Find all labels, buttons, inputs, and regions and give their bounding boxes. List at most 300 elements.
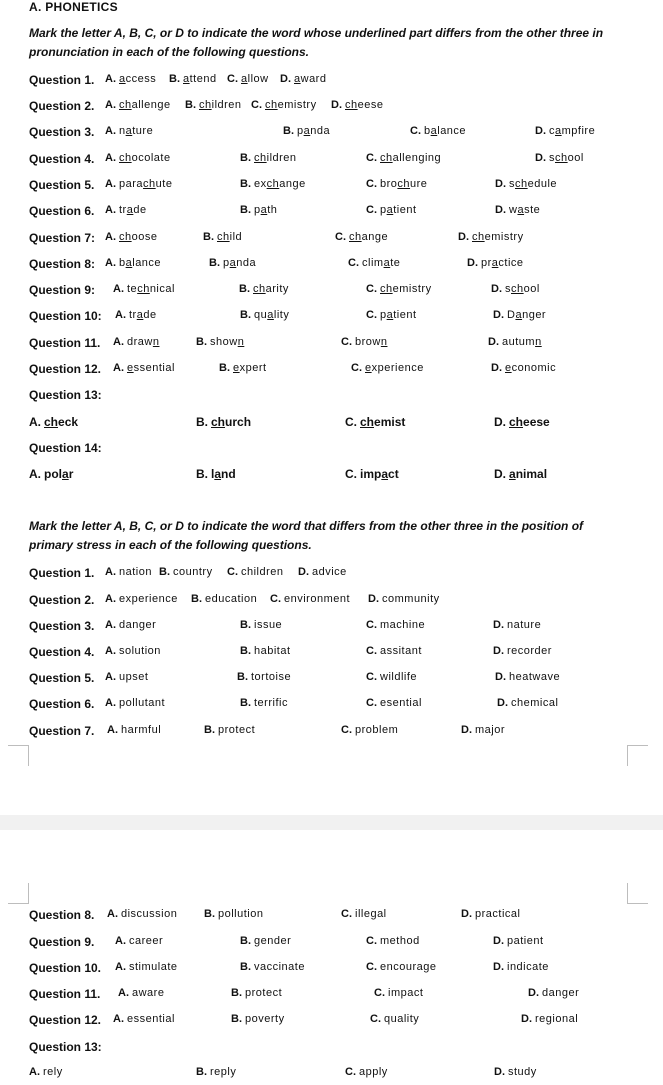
- option-letter: A.: [105, 73, 116, 85]
- option-word-start: tr: [129, 309, 137, 321]
- option-letter: B.: [169, 73, 180, 85]
- answer-option: [204, 908, 263, 920]
- option-letter: A.: [113, 283, 124, 295]
- option-word: harmful: [121, 724, 162, 736]
- answer-option: [366, 935, 420, 947]
- underlined-part: a: [62, 467, 69, 481]
- option-letter: D.: [493, 309, 504, 321]
- option-word: reply: [210, 1066, 237, 1078]
- answer-option: [366, 961, 437, 973]
- option-word: apply: [359, 1066, 388, 1078]
- answer-option: [251, 99, 317, 111]
- option-word-end: ange: [361, 231, 389, 243]
- answer-option: [105, 566, 152, 578]
- option-word-end: conomic: [511, 362, 557, 374]
- answer-option: [497, 697, 558, 709]
- underlined-part: a: [267, 309, 274, 321]
- underlined-part: a: [491, 257, 499, 269]
- answer-option: [105, 204, 147, 216]
- option-word-end: urch: [225, 415, 252, 429]
- answer-option: [366, 309, 417, 321]
- option-word: advice: [312, 566, 347, 578]
- option-letter: B.: [240, 697, 251, 709]
- option-letter: A.: [105, 204, 116, 216]
- answer-option: [345, 415, 405, 429]
- option-word-start: p: [254, 204, 261, 216]
- underlined-part: a: [241, 73, 248, 85]
- option-word-start: p: [297, 125, 304, 137]
- option-word: recorder: [507, 645, 552, 657]
- answer-option: [366, 178, 427, 190]
- option-word-start: p: [380, 309, 387, 321]
- option-word-end: nda: [310, 125, 331, 137]
- option-word-end: ool: [567, 152, 584, 164]
- option-letter: B.: [203, 231, 214, 243]
- option-word: machine: [380, 619, 426, 631]
- question-label: Question 6.: [29, 697, 95, 711]
- option-letter: B.: [196, 1066, 207, 1078]
- answer-option: [196, 415, 251, 429]
- underlined-part: e: [505, 362, 512, 374]
- option-word-end: lance: [437, 125, 467, 137]
- answer-option: [105, 125, 153, 137]
- option-letter: D.: [298, 566, 309, 578]
- answer-option: [493, 619, 541, 631]
- option-word-end: mpfire: [561, 125, 596, 137]
- underlined-part: ch: [555, 152, 568, 164]
- answer-option: [366, 283, 432, 295]
- answer-option: [348, 257, 400, 269]
- option-letter: C.: [366, 645, 377, 657]
- underlined-part: a: [136, 309, 144, 321]
- option-letter: D.: [495, 204, 506, 216]
- option-letter: C.: [366, 935, 377, 947]
- option-letter: C.: [366, 619, 377, 631]
- option-letter: A.: [29, 415, 41, 429]
- option-word-start: n: [119, 125, 126, 137]
- question-label: Question 5.: [29, 671, 95, 685]
- option-word: terrific: [254, 697, 288, 709]
- question-label: Question 2.: [29, 593, 95, 607]
- option-word: education: [205, 593, 258, 605]
- option-letter: A.: [105, 125, 116, 137]
- answer-option: [488, 336, 542, 348]
- underlined-part: e: [233, 362, 240, 374]
- answer-option: [169, 73, 217, 85]
- option-word-end: te: [390, 257, 401, 269]
- underlined-part: ch: [345, 99, 358, 111]
- option-word-start: b: [119, 257, 126, 269]
- question-label: Question 12.: [29, 1013, 102, 1027]
- question-label: Question 11.: [29, 336, 101, 350]
- answer-option: [345, 1066, 388, 1078]
- option-word-end: ste: [524, 204, 541, 216]
- option-word-end: llow: [247, 73, 269, 85]
- question-label: Question 7:: [29, 231, 96, 245]
- answer-option: [366, 152, 441, 164]
- answer-option: [528, 987, 579, 999]
- option-letter: A.: [105, 99, 116, 111]
- option-word: study: [508, 1066, 537, 1078]
- underlined-part: ch: [397, 178, 411, 190]
- answer-option: [341, 336, 387, 348]
- option-word: environment: [284, 593, 351, 605]
- option-word-end: ute: [155, 178, 173, 190]
- option-word-end: tient: [393, 204, 417, 216]
- answer-option: [370, 1013, 419, 1025]
- underlined-part: a: [214, 467, 222, 481]
- option-letter: A.: [107, 908, 118, 920]
- answer-option: [203, 231, 242, 243]
- option-letter: B.: [196, 415, 208, 429]
- option-word-end: xpert: [239, 362, 267, 374]
- question-label: Question 8:: [29, 257, 96, 271]
- underlined-part: n: [152, 336, 160, 348]
- option-letter: C.: [366, 961, 377, 973]
- option-letter: C.: [366, 671, 377, 683]
- option-word: habitat: [254, 645, 291, 657]
- option-word-end: ward: [300, 73, 327, 85]
- option-word-start: w: [509, 204, 518, 216]
- option-word: danger: [119, 619, 157, 631]
- option-letter: D.: [461, 908, 472, 920]
- option-word-end: ocolate: [131, 152, 171, 164]
- option-letter: D.: [493, 961, 504, 973]
- option-word: gender: [254, 935, 292, 947]
- option-letter: D.: [368, 593, 379, 605]
- answer-option: [196, 467, 236, 481]
- option-letter: C.: [351, 362, 362, 374]
- underlined-part: ch: [265, 99, 278, 111]
- answer-option: [115, 935, 163, 947]
- option-word: stimulate: [129, 961, 178, 973]
- option-letter: D.: [491, 362, 502, 374]
- underlined-part: a: [515, 309, 523, 321]
- option-letter: A.: [115, 935, 126, 947]
- answer-option: [298, 566, 347, 578]
- answer-option: [341, 724, 398, 736]
- option-letter: D.: [494, 415, 506, 429]
- option-letter: C.: [335, 231, 346, 243]
- option-letter: D.: [493, 935, 504, 947]
- question-label: Question 14:: [29, 441, 102, 455]
- answer-option: [491, 362, 556, 374]
- question-label: Question 7.: [29, 724, 95, 738]
- option-word: pollution: [218, 908, 264, 920]
- underlined-part: a: [294, 73, 301, 85]
- option-word: problem: [355, 724, 399, 736]
- option-letter: C.: [370, 1013, 381, 1025]
- option-word: practical: [475, 908, 521, 920]
- underlined-part: a: [517, 204, 525, 216]
- question-label: Question 13:: [29, 388, 102, 402]
- underlined-part: a: [303, 125, 311, 137]
- underlined-part: a: [386, 309, 394, 321]
- option-letter: B.: [240, 204, 251, 216]
- option-word: quality: [384, 1013, 420, 1025]
- answer-option: [240, 961, 305, 973]
- option-letter: B.: [204, 724, 215, 736]
- option-word: upset: [119, 671, 149, 683]
- underlined-part: a: [381, 467, 389, 481]
- answer-option: [219, 362, 267, 374]
- option-word-end: eck: [58, 415, 79, 429]
- option-letter: D.: [458, 231, 469, 243]
- option-word-end: lance: [132, 257, 162, 269]
- option-letter: B.: [159, 566, 170, 578]
- option-word-start: show: [210, 336, 238, 348]
- instructions-stress: Mark the letter A, B, C, or D to indicate the word that differs from the other three in the position of primary stress in each of the following questions.: [29, 519, 584, 552]
- option-letter: C.: [341, 336, 352, 348]
- answer-option: [240, 619, 282, 631]
- underlined-part: ch: [472, 231, 485, 243]
- option-letter: C.: [366, 697, 377, 709]
- answer-option: [105, 697, 165, 709]
- question-label: Question 11.: [29, 987, 101, 1001]
- answer-option: [493, 645, 552, 657]
- option-letter: A.: [105, 671, 116, 683]
- answer-option: [29, 1066, 63, 1078]
- option-letter: C.: [374, 987, 385, 999]
- page-corner-mark: [627, 883, 648, 904]
- option-word-end: ildren: [211, 99, 242, 111]
- answer-option: [368, 593, 440, 605]
- option-letter: C.: [251, 99, 262, 111]
- option-word-start: p: [223, 257, 230, 269]
- answer-option: [115, 309, 157, 321]
- section-title: A. PHONETICS: [29, 0, 118, 14]
- option-word-start: brow: [355, 336, 381, 348]
- option-word: experience: [119, 593, 178, 605]
- option-word: wildlife: [380, 671, 418, 683]
- option-word-end: de: [143, 309, 157, 321]
- underlined-part: a: [386, 204, 394, 216]
- answer-option: [191, 593, 257, 605]
- answer-option: [331, 99, 383, 111]
- option-letter: B.: [240, 645, 251, 657]
- answer-option: [280, 73, 326, 85]
- option-word-end: allenge: [131, 99, 171, 111]
- underlined-part: ch: [44, 415, 59, 429]
- underlined-part: ch: [266, 178, 280, 190]
- option-word: poverty: [245, 1013, 285, 1025]
- underlined-part: ch: [380, 283, 393, 295]
- option-letter: A.: [113, 1013, 124, 1025]
- option-word-start: clim: [362, 257, 384, 269]
- underlined-part: n: [380, 336, 388, 348]
- option-word-start: p: [380, 204, 387, 216]
- underlined-part: a: [229, 257, 237, 269]
- option-letter: D.: [488, 336, 499, 348]
- option-word-end: nimal: [515, 467, 548, 481]
- answer-option: [495, 204, 540, 216]
- option-word-start: c: [549, 125, 555, 137]
- option-word: nation: [119, 566, 152, 578]
- option-letter: A.: [113, 336, 124, 348]
- option-word: illegal: [355, 908, 387, 920]
- option-word: impact: [388, 987, 424, 999]
- question-label: Question 5.: [29, 178, 95, 192]
- option-word: rely: [43, 1066, 63, 1078]
- answer-option: [366, 619, 425, 631]
- option-letter: D.: [331, 99, 342, 111]
- answer-option: [113, 336, 159, 348]
- answer-option: [159, 566, 213, 578]
- option-letter: A.: [105, 257, 116, 269]
- option-letter: D.: [497, 697, 508, 709]
- option-word: country: [173, 566, 213, 578]
- option-word-end: oose: [131, 231, 158, 243]
- answer-option: [113, 362, 175, 374]
- underlined-part: ch: [254, 152, 267, 164]
- option-letter: B.: [237, 671, 248, 683]
- option-word: heatwave: [509, 671, 561, 683]
- option-letter: D.: [494, 1066, 505, 1078]
- answer-option: [240, 935, 291, 947]
- answer-option: [107, 724, 161, 736]
- option-letter: C.: [345, 1066, 356, 1078]
- option-word-end: ttend: [189, 73, 217, 85]
- option-word-end: edule: [527, 178, 558, 190]
- answer-option: [351, 362, 424, 374]
- option-word: issue: [254, 619, 283, 631]
- option-word: assitant: [380, 645, 422, 657]
- question-label: Question 4.: [29, 152, 95, 166]
- question-label: Question 1.: [29, 73, 95, 87]
- question-label: Question 1.: [29, 566, 95, 580]
- option-letter: A.: [113, 362, 124, 374]
- answer-option: [231, 987, 282, 999]
- option-letter: C.: [227, 566, 238, 578]
- option-letter: B.: [219, 362, 230, 374]
- underlined-part: n: [237, 336, 245, 348]
- question-label: Question 13:: [29, 1040, 102, 1054]
- question-label: Question 2.: [29, 99, 95, 113]
- answer-option: [493, 935, 544, 947]
- option-word-start: ex: [254, 178, 267, 190]
- answer-option: [240, 645, 291, 657]
- answer-option: [240, 178, 306, 190]
- option-letter: C.: [348, 257, 359, 269]
- answer-option: [105, 99, 171, 111]
- option-letter: B.: [209, 257, 220, 269]
- option-letter: A.: [29, 467, 41, 481]
- question-label: Question 3.: [29, 125, 95, 139]
- answer-option: [105, 671, 148, 683]
- answer-option: [535, 125, 595, 137]
- question-label: Question 8.: [29, 908, 95, 922]
- option-word: tortoise: [251, 671, 292, 683]
- underlined-part: ch: [217, 231, 230, 243]
- answer-option: [231, 1013, 285, 1025]
- underlined-part: n: [535, 336, 542, 348]
- answer-option: [227, 566, 284, 578]
- option-letter: B.: [231, 987, 242, 999]
- answer-option: [494, 415, 550, 429]
- underlined-part: ch: [511, 283, 524, 295]
- option-letter: A.: [115, 309, 126, 321]
- option-letter: A.: [105, 619, 116, 631]
- option-letter: A.: [115, 961, 126, 973]
- question-label: Question 4.: [29, 645, 95, 659]
- answer-option: [491, 283, 540, 295]
- option-word-start: pr: [481, 257, 492, 269]
- option-word-end: emist: [374, 415, 406, 429]
- answer-option: [105, 593, 178, 605]
- underlined-part: a: [509, 467, 516, 481]
- option-word: discussion: [121, 908, 178, 920]
- option-letter: D.: [280, 73, 291, 85]
- question-label: Question 6.: [29, 204, 95, 218]
- option-word-end: ctice: [498, 257, 524, 269]
- option-word-end: nger: [522, 309, 547, 321]
- option-letter: C.: [366, 309, 377, 321]
- option-letter: D.: [535, 125, 546, 137]
- answer-option: [493, 961, 549, 973]
- option-word-end: lity: [273, 309, 290, 321]
- option-letter: A.: [105, 152, 116, 164]
- answer-option: [105, 73, 156, 85]
- answer-option: [240, 697, 288, 709]
- option-word: nature: [507, 619, 542, 631]
- option-word-end: nda: [236, 257, 257, 269]
- option-word-end: th: [267, 204, 278, 216]
- underlined-part: e: [365, 362, 372, 374]
- underlined-part: a: [260, 204, 268, 216]
- option-word: protect: [245, 987, 283, 999]
- underlined-part: ch: [211, 415, 226, 429]
- answer-option: [535, 152, 584, 164]
- answer-option: [493, 309, 546, 321]
- option-word-start: s: [505, 283, 511, 295]
- option-word-start: te: [127, 283, 138, 295]
- option-word: protect: [218, 724, 256, 736]
- option-letter: A.: [29, 1066, 40, 1078]
- answer-option: [461, 908, 520, 920]
- underlined-part: ch: [199, 99, 212, 111]
- underlined-part: ch: [515, 178, 528, 190]
- underlined-part: ch: [253, 283, 266, 295]
- option-word: essential: [127, 1013, 175, 1025]
- answer-option: [458, 231, 524, 243]
- option-letter: A.: [105, 178, 116, 190]
- answer-option: [270, 593, 350, 605]
- question-label: Question 9.: [29, 935, 95, 949]
- option-word-end: de: [133, 204, 147, 216]
- page-corner-mark: [8, 883, 29, 904]
- option-letter: C.: [270, 593, 281, 605]
- option-word: solution: [119, 645, 161, 657]
- answer-option: [366, 645, 422, 657]
- option-letter: B.: [240, 619, 251, 631]
- underlined-part: e: [127, 362, 134, 374]
- option-word: community: [382, 593, 440, 605]
- option-letter: D.: [521, 1013, 532, 1025]
- option-word-end: nd: [221, 467, 236, 481]
- underlined-part: ch: [509, 415, 524, 429]
- option-letter: B.: [185, 99, 196, 111]
- answer-option: [366, 204, 417, 216]
- underlined-part: ch: [137, 283, 150, 295]
- answer-option: [237, 671, 291, 683]
- option-word-end: emistry: [392, 283, 432, 295]
- option-letter: C.: [345, 415, 357, 429]
- option-letter: B.: [240, 178, 251, 190]
- answer-option: [494, 1066, 537, 1078]
- option-word-start: s: [549, 152, 555, 164]
- option-word: pollutant: [119, 697, 166, 709]
- option-letter: D.: [461, 724, 472, 736]
